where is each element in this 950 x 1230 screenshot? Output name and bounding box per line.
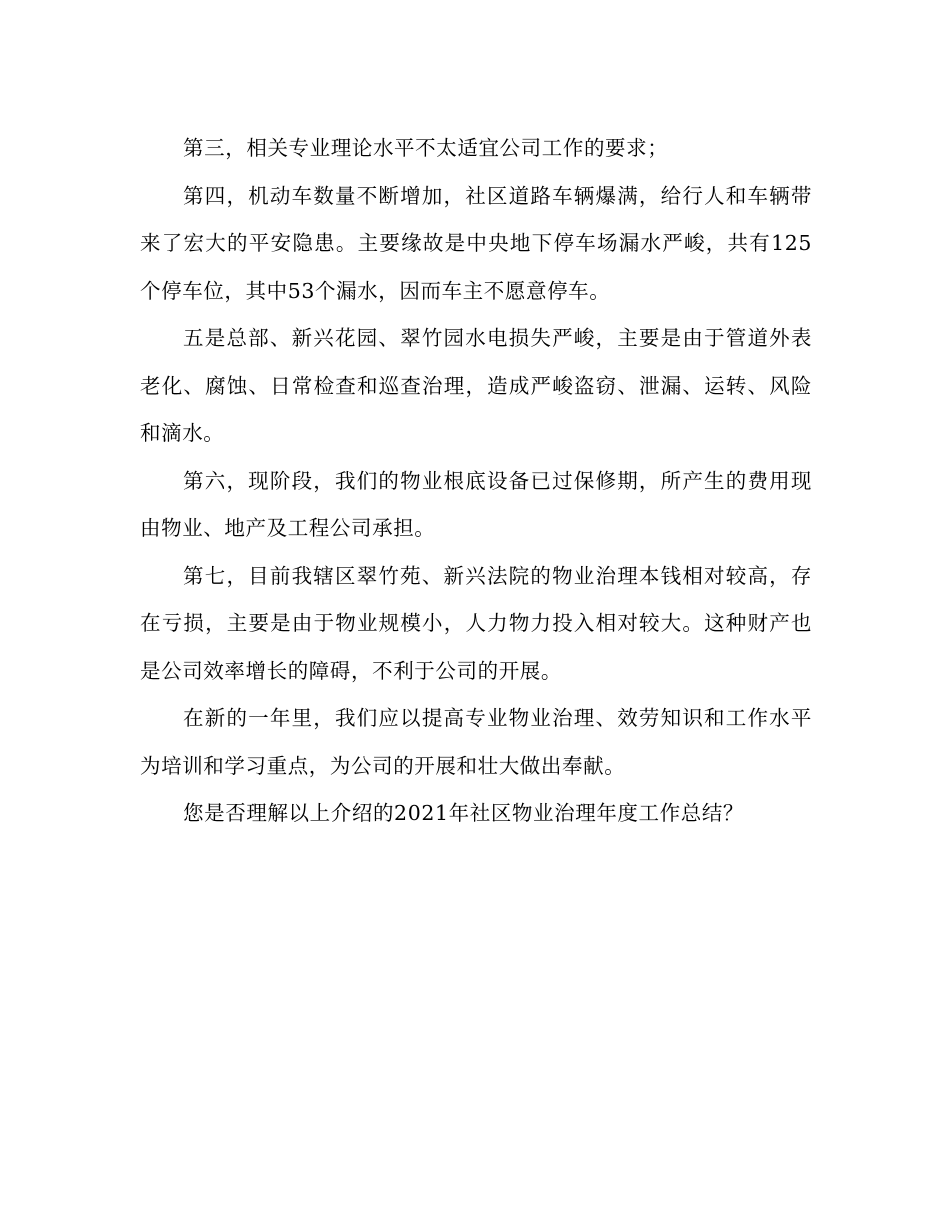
paragraph-new-year-plan: 在新的一年里，我们应以提高专业物业治理、效劳知识和工作水平为培训和学习重点，为公司的开展和壮大做出奉献。: [140, 706, 812, 778]
paragraph-closing-question: 您是否理解以上介绍的2021年社区物业治理年度工作总结？: [183, 801, 745, 825]
paragraph-seventh-point: 第七，目前我辖区翠竹苑、新兴法院的物业治理本钱相对较高，存在亏损，主要是由于物业规模小，人力物力投入相对较大。这种财产也是公司效率增长的障碍，不利于公司的开展。: [140, 563, 812, 683]
paragraph-third-point: 第三，相关专业理论水平不太适宜公司工作的要求；: [183, 136, 669, 160]
document-body: [140, 125, 812, 838]
paragraph-fifth-point: 五是总部、新兴花园、翠竹园水电损失严峻，主要是由于管道外表老化、腐蚀、日常检查和巡查治理，造成严峻盗窃、泄漏、运转、风险和滴水。: [140, 326, 812, 445]
paragraph-fourth-point: 第四，机动车数量不断增加，社区道路车辆爆满，给行人和车辆带来了宏大的平安隐患。主要缘故是中央地下停车场漏水严峻，共有125个停车位，其中53个漏水，因而车主不愿意停车。: [140, 183, 812, 303]
paragraph-sixth-point: 第六，现阶段，我们的物业根底设备已过保修期，所产生的费用现由物业、地产及工程公司承担。: [140, 468, 812, 540]
